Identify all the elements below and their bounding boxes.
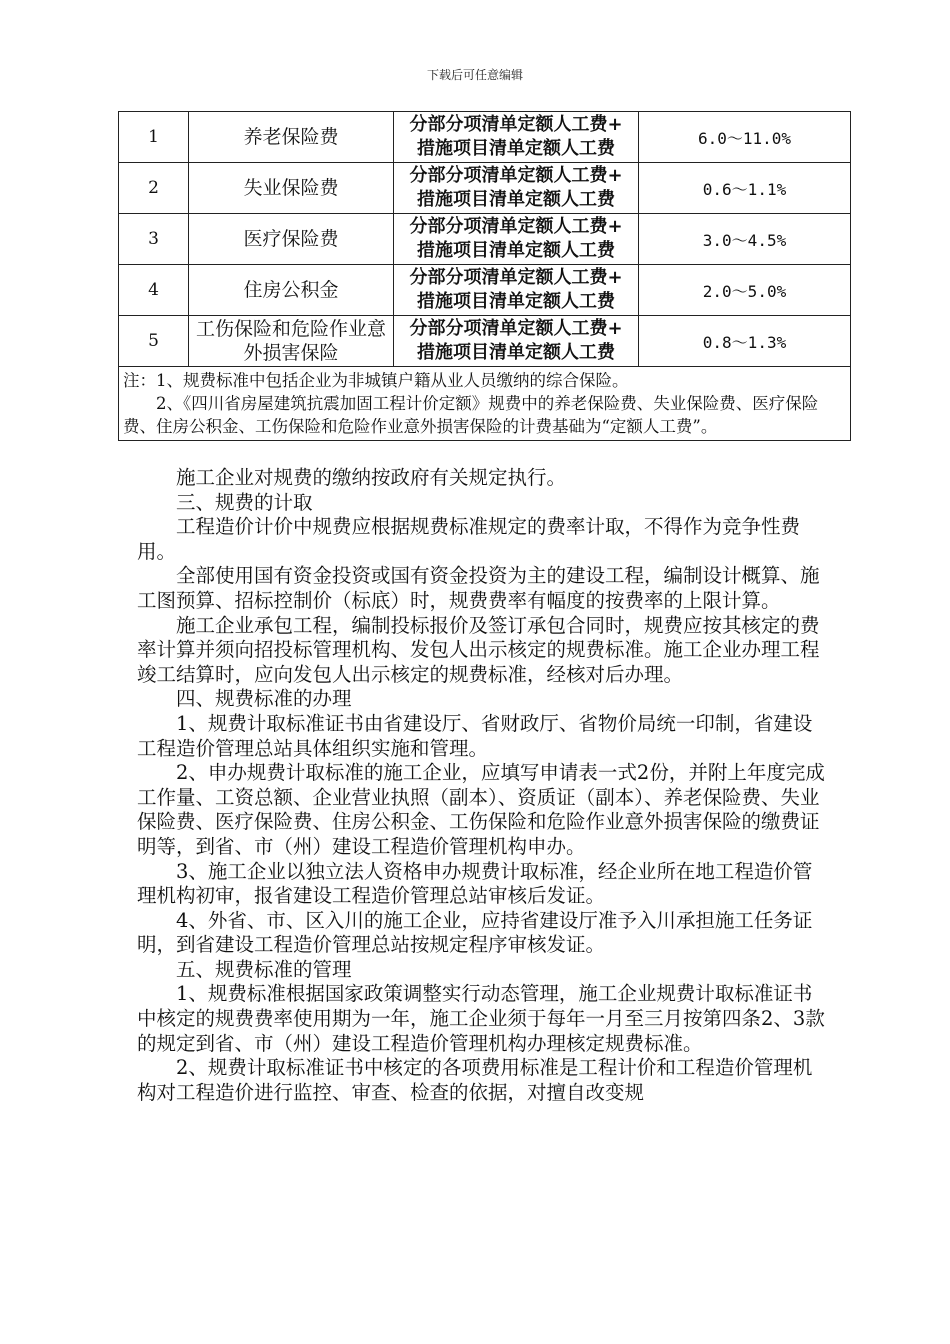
fee-rate: 6.0～11.0%: [639, 112, 851, 163]
paragraph: 2、规费计取标准证书中核定的各项费用标准是工程计价和工程造价管理机构对工程造价进行监控、审查、检查的依据，对擅自改变规: [137, 1056, 813, 1104]
table-row: [119, 214, 851, 265]
table-row: [119, 163, 851, 214]
paragraph: 4、外省、市、区入川的施工企业，应持省建设厅准予入川承担施工任务证明，到省建设工程造价管理总站按规定程序审核发证。: [137, 908, 813, 957]
fee-name: 养老保险费: [189, 112, 394, 163]
paragraph: 全部使用国有资金投资或国有资金投资为主的建设工程，编制设计概算、施工图预算、招标控制价（标底）时，规费费率有幅度的按费率的上限计算。: [137, 564, 820, 612]
section-heading: 四、规费标准的办理: [176, 687, 352, 711]
paragraph: 3、施工企业以独立法人资格申办规费计取标准，经企业所在地工程造价管理机构初审，报省建设工程造价管理总站审核后发证。: [137, 859, 813, 908]
table-row: [119, 265, 851, 316]
row-number: 3: [119, 214, 189, 265]
paragraph: 工程造价计价中规费应根据规费标准规定的费率计取，不得作为竞争性费用。: [137, 515, 801, 563]
fee-rate: 0.8～1.3%: [639, 316, 851, 367]
fee-rate: 0.6～1.1%: [639, 163, 851, 214]
row-number: 4: [119, 265, 189, 316]
paragraph: 施工企业承包工程，编制投标报价及签订承包合同时，规费应按其核定的费率计算并须向招投标管理机构、发包人出示核定的规费标准。施工企业办理工程竣工结算时，应向发包人出示核定的规费标准，经核对后办理。: [137, 613, 820, 686]
note-item-1: 注：1、规费标准中包括企业为非城镇户籍从业人员缴纳的综合保险。: [123, 371, 629, 390]
fee-name: 医疗保险费: [189, 214, 394, 265]
fee-basis: 分部分项清单定额人工费+ 措施项目清单定额人工费: [394, 214, 639, 265]
fee-basis: 分部分项清单定额人工费+ 措施项目清单定额人工费: [394, 112, 639, 163]
paragraph: 施工企业对规费的缴纳按政府有关规定执行。: [176, 466, 567, 489]
fee-basis: 分部分项清单定额人工费+ 措施项目清单定额人工费: [394, 265, 639, 316]
section-heading: 三、规费的计取: [176, 490, 313, 514]
fee-name: 工伤保险和危险作业意外损害保险: [189, 316, 394, 367]
paragraph: 1、规费计取标准证书由省建设厅、省财政厅、省物价局统一印制，省建设工程造价管理总站具体组织实施和管理。: [137, 711, 813, 760]
fee-name: 住房公积金: [189, 265, 394, 316]
table-row: [119, 112, 851, 163]
table-note-row: [119, 367, 851, 441]
fee-rate: 3.0～4.5%: [639, 214, 851, 265]
paragraph: 2、申办规费计取标准的施工企业，应填写申请表一式2份，并附上年度完成工作量、工资总额、企业营业执照（副本）、资质证（副本）、养老保险费、失业保险费、医疗保险费、住房公积金、工伤保险和危险作业意外损害保险的缴费证明等，到省、市（州）建设工程造价管理机构申办。: [137, 761, 825, 858]
page-header: 下载后可任意编辑: [426, 68, 523, 82]
row-number: 1: [119, 112, 189, 163]
row-number: 5: [119, 316, 189, 367]
note-item-2: 2、《四川省房屋建筑抗震加固工程计价定额》规费中的养老保险费、失业保险费、医疗保险费、住房公积金、工伤保险和危险作业意外损害保险的计费基础为“定额人工费”。: [123, 394, 819, 436]
row-number: 2: [119, 163, 189, 214]
fee-rate-table: [118, 111, 851, 441]
fee-rate: 2.0～5.0%: [639, 265, 851, 316]
table-note: [119, 367, 851, 441]
table-row: [119, 316, 851, 367]
document-body: [137, 466, 827, 1105]
section-heading: 五、规费标准的管理: [176, 957, 352, 981]
paragraph: 1、规费标准根据国家政策调整实行动态管理，施工企业规费计取标准证书中核定的规费费率使用期为一年，施工企业须于每年一月至三月按第四条2、3款的规定到省、市（州）建设工程造价管理机构办理核定规费标准。: [137, 982, 825, 1055]
fee-name: 失业保险费: [189, 163, 394, 214]
fee-basis: 分部分项清单定额人工费+ 措施项目清单定额人工费: [394, 163, 639, 214]
fee-basis: 分部分项清单定额人工费+ 措施项目清单定额人工费: [394, 316, 639, 367]
